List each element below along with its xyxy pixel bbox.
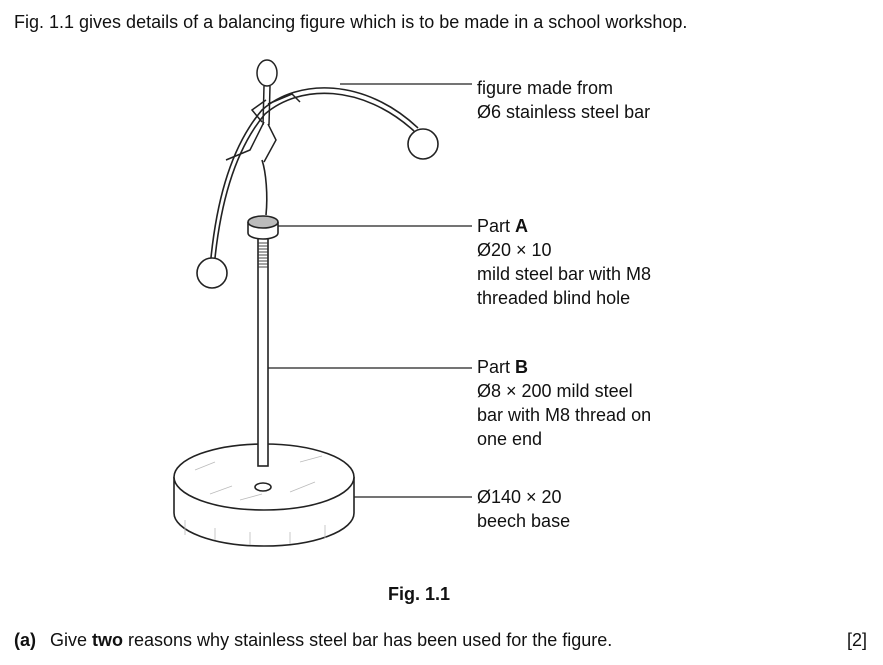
part-b-letter: B — [515, 357, 529, 377]
part-a-line3: mild steel bar with M8 — [477, 264, 652, 284]
part-b-line4: one end — [477, 429, 543, 449]
figure-arms — [210, 88, 418, 268]
figure-label-line2: Ø6 stainless steel bar — [477, 102, 651, 122]
base-label — [477, 485, 570, 533]
question-a — [14, 630, 612, 651]
stick-person — [226, 60, 300, 162]
part-a-letter: A — [515, 216, 529, 236]
figure-caption: Fig. 1.1 — [388, 584, 451, 604]
part-a-title — [477, 214, 651, 238]
part-b-rod — [258, 238, 268, 466]
part-b-title — [477, 355, 651, 379]
part-a-cylinder — [248, 216, 278, 239]
part-a-line2: Ø20 × 10 — [477, 240, 552, 260]
part-b-line3: bar with M8 thread on — [477, 405, 652, 425]
figure-label-line1: figure made from — [477, 78, 614, 98]
part-b-label — [477, 355, 651, 451]
part-b-line2: Ø8 × 200 mild steel — [477, 381, 633, 401]
question-text-before: Give — [50, 630, 93, 650]
part-a-line4: threaded blind hole — [477, 288, 631, 308]
leader-lines — [268, 84, 472, 497]
part-a-label — [477, 214, 651, 310]
base-label-line2: beech base — [477, 511, 571, 531]
base-label-line1: Ø140 × 20 — [477, 487, 562, 507]
question-text-after: reasons why stainless steel bar has been used for the figure. — [123, 630, 613, 650]
question-number: (a) — [14, 630, 36, 650]
part-b-prefix: Part — [477, 357, 516, 377]
end-balls — [197, 129, 438, 288]
part-a-prefix: Part — [477, 216, 516, 236]
intro-text: Fig. 1.1 gives details of a balancing figure which is to be made in a school workshop. — [14, 12, 688, 32]
question-marks: [2] — [846, 630, 867, 650]
question-bold-word: two — [92, 630, 124, 650]
figure-label — [477, 76, 650, 124]
